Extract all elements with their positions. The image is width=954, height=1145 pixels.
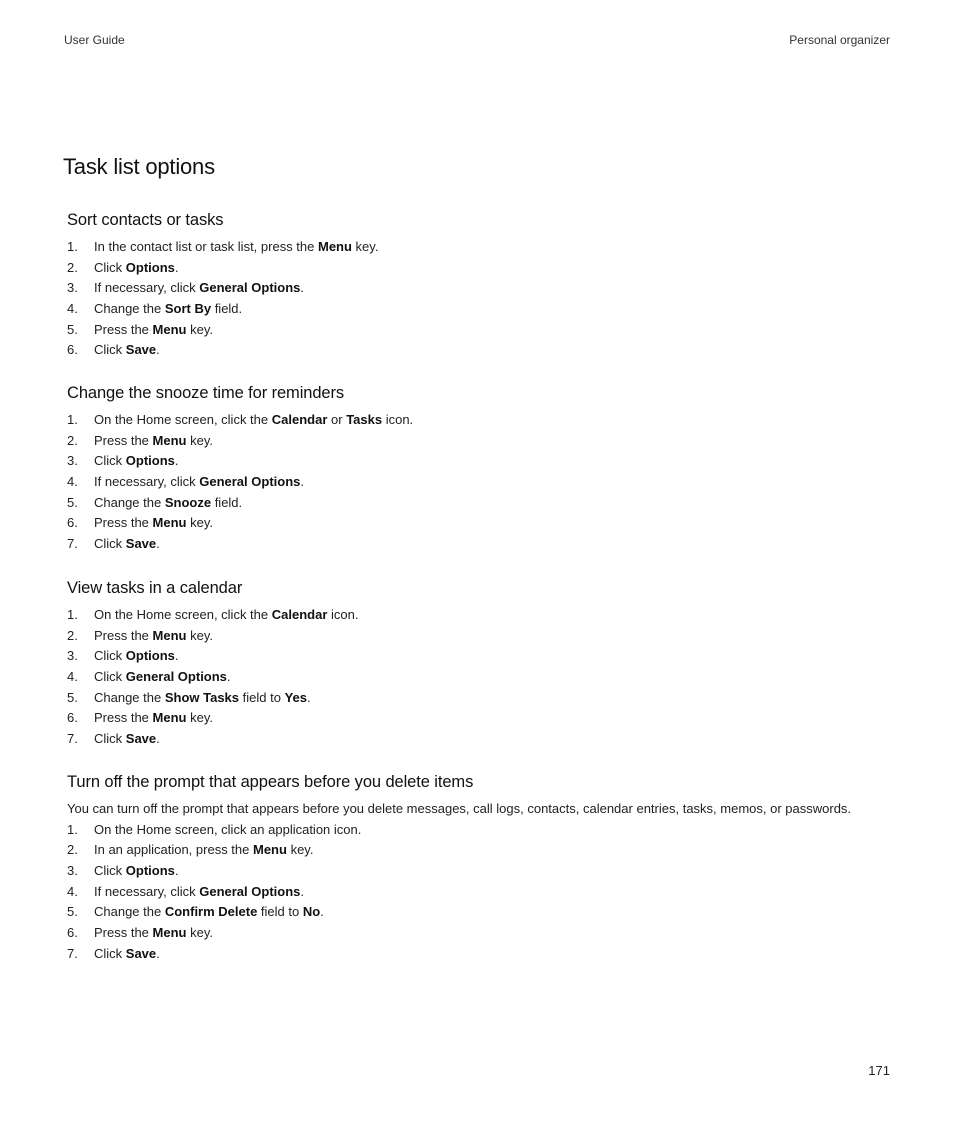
section-heading: Change the snooze time for reminders [67,384,345,402]
list-item [67,534,890,555]
step-number: 5. [67,689,78,705]
step-text: Change the Sort By field. [94,301,243,317]
step-list [67,237,890,361]
step-number: 2. [67,842,78,858]
ui-term: Menu [152,627,187,643]
step-text: Press the Menu key. [94,321,213,337]
list-item [67,299,890,320]
step-text: Change the Confirm Delete field to No. [94,904,324,920]
section-heading: Turn off the prompt that appears before you delete items [67,773,474,791]
step-text: Click General Options. [94,669,231,685]
step-text: If necessary, click General Options. [94,474,304,490]
list-item [67,646,890,667]
ui-term: Snooze [164,494,212,510]
step-number: 5. [67,494,78,510]
ui-term: Menu [253,842,287,858]
page-title: Task list options [63,154,215,179]
list-item [67,708,890,729]
section-view-tasks-calendar [67,577,890,750]
ui-term: Save [125,536,157,552]
list-item [67,840,890,861]
list-item [67,605,890,626]
step-text: Click Save. [94,731,160,747]
step-number: 3. [67,863,78,879]
step-list [67,605,890,750]
running-header [64,33,890,47]
step-text: Press the Menu key. [94,515,213,531]
ui-term: Save [125,342,157,358]
ui-term: Menu [152,710,187,726]
ui-term: Show Tasks [164,689,240,705]
step-text: Click Options. [94,453,179,469]
header-doc-title: User Guide [64,33,125,47]
step-number: 4. [67,301,78,317]
section-sort-contacts [67,209,890,361]
step-text: Click Save. [94,342,160,358]
list-item [67,667,890,688]
step-text: Press the Menu key. [94,432,213,448]
step-text: On the Home screen, click the Calendar icon. [94,607,359,622]
ui-term: Options [125,863,175,879]
ui-term: General Options [199,280,301,296]
list-item [67,320,890,341]
ui-term: Options [125,453,175,469]
step-text: On the Home screen, click the Calendar or Tasks icon. [94,412,414,427]
step-number: 1. [67,412,78,427]
list-item [67,410,890,431]
step-number: 6. [67,342,78,358]
ui-term: Tasks [346,412,383,427]
section-snooze-time [67,382,890,555]
step-text: In an application, press the Menu key. [94,842,314,858]
ui-term: Calendar [271,607,328,622]
list-item [67,431,890,452]
ui-term: No [302,904,321,920]
step-text: In the contact list or task list, press the Menu key. [94,239,379,254]
list-item [67,493,890,514]
step-number: 6. [67,925,78,941]
step-text: Change the Snooze field. [94,494,243,510]
list-item [67,923,890,944]
step-number: 6. [67,710,78,726]
step-number: 3. [67,453,78,469]
step-text: Press the Menu key. [94,925,213,941]
ui-term: Sort By [164,301,212,317]
section-intro: You can turn off the prompt that appears before you delete messages, call logs, contacts, calendar entries, tasks, memos, or passwords. [67,801,852,816]
page-number: 171 [868,1063,890,1078]
header-chapter: Personal organizer [789,33,890,47]
list-item [67,882,890,903]
step-text: Click Save. [94,536,160,552]
ui-term: Options [125,259,175,275]
step-number: 4. [67,883,78,899]
ui-term: Confirm Delete [164,904,258,920]
step-number: 1. [67,239,78,254]
list-item [67,626,890,647]
ui-term: Menu [152,925,187,941]
ui-term: Menu [152,321,187,337]
section-heading: Sort contacts or tasks [67,211,224,229]
list-item [67,944,890,965]
list-item [67,340,890,361]
step-number: 1. [67,607,78,622]
step-text: On the Home screen, click an application icon. [94,821,362,837]
ui-term: Menu [152,432,187,448]
step-list [67,820,890,965]
ui-term: Save [125,731,157,747]
list-item [67,258,890,279]
step-number: 2. [67,432,78,448]
step-number: 7. [67,945,78,961]
list-item [67,729,890,750]
step-text: Press the Menu key. [94,710,213,726]
ui-term: Options [125,648,175,664]
list-item [67,902,890,923]
ui-term: Calendar [271,412,328,427]
section-heading: View tasks in a calendar [67,579,243,597]
list-item [67,472,890,493]
step-number: 7. [67,536,78,552]
step-text: Click Options. [94,648,179,664]
step-text: If necessary, click General Options. [94,280,304,296]
list-item [67,237,890,258]
step-number: 1. [67,821,78,837]
section-delete-prompt [67,771,890,965]
ui-term: Save [125,945,157,961]
list-item [67,451,890,472]
step-text: If necessary, click General Options. [94,883,304,899]
ui-term: Menu [317,239,352,254]
step-text: Click Save. [94,945,160,961]
step-number: 4. [67,474,78,490]
step-text: Press the Menu key. [94,627,213,643]
ui-term: General Options [125,669,227,685]
step-text: Click Options. [94,259,179,275]
list-item [67,861,890,882]
step-number: 3. [67,280,78,296]
list-item [67,688,890,709]
list-item [67,513,890,534]
ui-term: General Options [199,474,301,490]
step-number: 5. [67,904,78,920]
list-item [67,278,890,299]
list-item [67,820,890,841]
step-number: 4. [67,669,78,685]
ui-term: Menu [152,515,187,531]
step-number: 3. [67,648,78,664]
step-list [67,410,890,555]
step-text: Click Options. [94,863,179,879]
step-number: 2. [67,627,78,643]
step-number: 5. [67,321,78,337]
step-number: 6. [67,515,78,531]
step-number: 7. [67,731,78,747]
ui-term: Yes [284,689,307,705]
step-number: 2. [67,259,78,275]
step-text: Change the Show Tasks field to Yes. [94,689,311,705]
ui-term: General Options [199,883,301,899]
